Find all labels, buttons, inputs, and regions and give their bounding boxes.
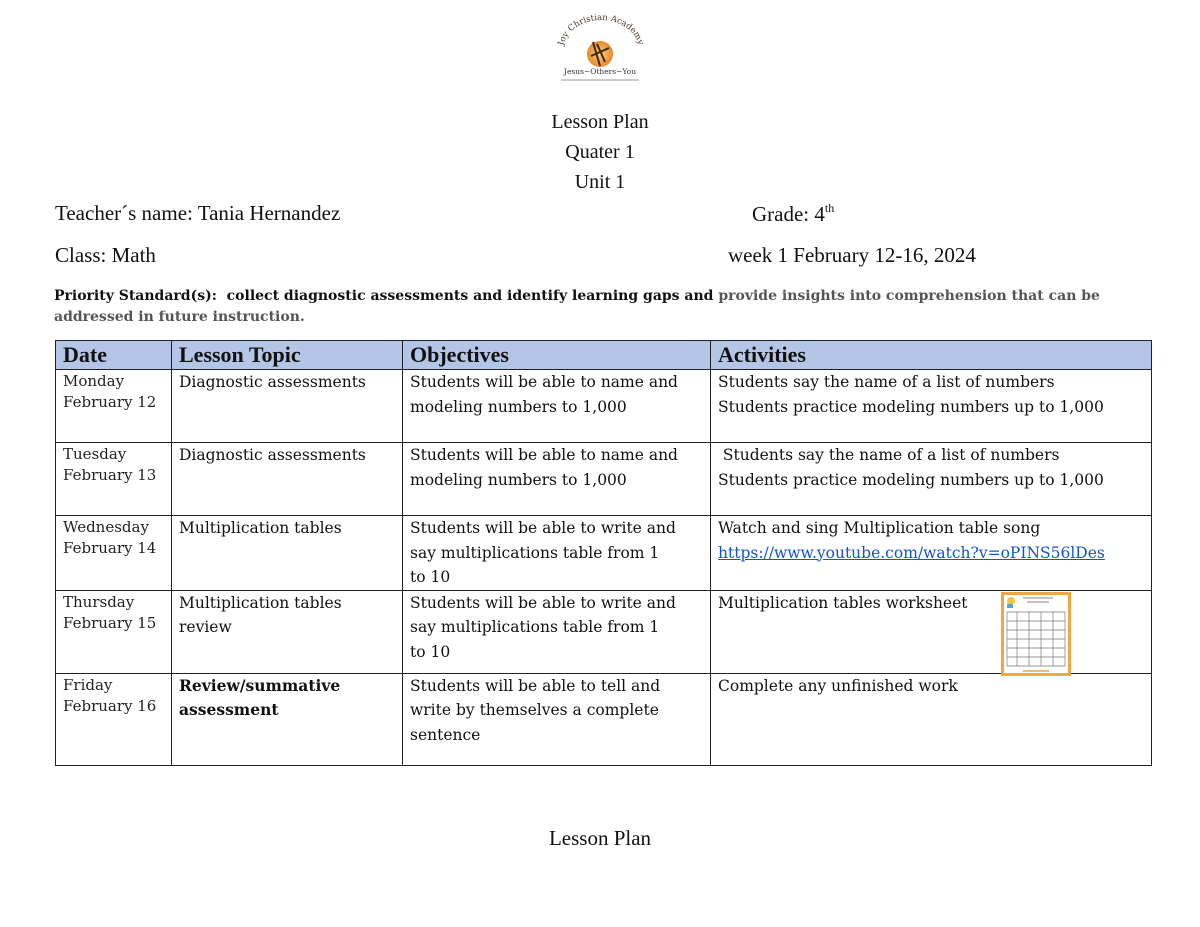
topic-text: Review/summative xyxy=(179,675,341,695)
logo-emblem-icon xyxy=(553,12,647,84)
objective-line: Students will be able to name and xyxy=(410,373,678,391)
header-date: Date xyxy=(56,341,172,370)
objective-cell xyxy=(403,443,711,516)
header-activities: Activities xyxy=(711,341,1152,370)
day-name: Monday xyxy=(63,372,125,390)
objective-line: say multiplications table from 1 xyxy=(410,618,660,636)
table-row xyxy=(56,370,1152,443)
date-cell xyxy=(56,370,172,443)
day-name: Thursday xyxy=(63,592,135,611)
next-page-title: Lesson Plan xyxy=(548,826,652,850)
academy-logo xyxy=(553,12,647,84)
priority-colon: : xyxy=(211,288,217,304)
header-objectives: Objectives xyxy=(403,341,711,370)
day-date: February 13 xyxy=(63,466,157,484)
day-name: Tuesday xyxy=(63,445,127,463)
objective-line: modeling numbers to 1,000 xyxy=(410,470,627,489)
activity-line: Complete any unfinished work xyxy=(718,676,958,695)
week-label: week 1 February 12-16, 2024 xyxy=(728,243,976,267)
priority-tail: provide insights into comprehension that can be addressed in future instruction. xyxy=(54,288,1100,325)
objective-line: sentence xyxy=(410,725,481,744)
logo-tagline: Jesus~Others~You xyxy=(563,67,637,76)
lesson-plan-table xyxy=(55,340,1152,766)
day-date: February 15 xyxy=(63,613,157,632)
topic-text: Multiplication tables xyxy=(179,519,342,537)
objective-line: modeling numbers to 1,000 xyxy=(410,397,627,416)
activities-cell xyxy=(711,516,1152,591)
activities-cell xyxy=(711,370,1152,443)
day-date: February 14 xyxy=(63,539,157,557)
objective-line: Students will be able to write and xyxy=(410,519,676,537)
topic-cell xyxy=(172,443,403,516)
topic-text: review xyxy=(179,618,232,636)
activity-line: Students practice modeling numbers up to 1,000 xyxy=(718,397,1104,416)
objective-line: Students will be able to tell and xyxy=(410,676,661,695)
date-cell xyxy=(56,673,172,765)
activity-line: Students practice modeling numbers up to 1,000 xyxy=(718,470,1104,489)
priority-label: Priority Standard(s) xyxy=(54,288,212,304)
class-label: Class: Math xyxy=(55,243,156,267)
logo-arc-text: Joy Christian Academy xyxy=(556,12,646,47)
activities-cell xyxy=(711,590,1152,673)
objective-line: Students will be able to name and xyxy=(410,446,678,464)
grade-value: Grade: 4 xyxy=(752,202,825,226)
table-row xyxy=(56,673,1152,765)
objective-line: to 10 xyxy=(410,642,451,661)
grade-label xyxy=(752,201,834,227)
youtube-link[interactable]: https://www.youtube.com/watch?v=oPINS56lDes xyxy=(718,543,1105,562)
date-cell xyxy=(56,516,172,591)
day-date: February 12 xyxy=(63,393,157,411)
objective-line: Students will be able to write and xyxy=(410,593,676,612)
topic-text: assessment xyxy=(179,700,279,719)
priority-text: collect diagnostic assessments and identify learning gaps and xyxy=(226,288,714,304)
day-name: Friday xyxy=(63,675,113,694)
table-row xyxy=(56,443,1152,516)
table-row xyxy=(56,516,1152,591)
activity-line: Students say the name of a list of numbers xyxy=(718,446,1060,464)
objective-line: say multiplications table from 1 xyxy=(410,543,660,562)
activities-cell xyxy=(711,443,1152,516)
teacher-name: Teacher´s name: Tania Hernandez xyxy=(55,201,341,225)
topic-text: Diagnostic assessments xyxy=(179,373,366,391)
day-name: Wednesday xyxy=(63,518,149,536)
header-lesson-topic: Lesson Topic xyxy=(172,341,403,370)
activity-line: Multiplication tables worksheet xyxy=(718,593,968,612)
objective-cell xyxy=(403,370,711,443)
objective-cell xyxy=(403,590,711,673)
objective-line: write by themselves a complete xyxy=(410,701,659,719)
activity-line: Watch and sing Multiplication table song xyxy=(718,519,1041,537)
topic-cell xyxy=(172,516,403,591)
unit-label: Unit 1 xyxy=(574,171,626,193)
quarter-label: Quater 1 xyxy=(565,141,635,163)
priority-standard xyxy=(54,286,1144,328)
page-title: Lesson Plan xyxy=(551,111,649,133)
activity-line: Students say the name of a list of numbers xyxy=(718,373,1055,391)
date-cell xyxy=(56,443,172,516)
worksheet-thumbnail-icon[interactable] xyxy=(1001,592,1071,676)
objective-cell xyxy=(403,673,711,765)
topic-cell xyxy=(172,590,403,673)
objective-cell xyxy=(403,516,711,591)
activities-cell xyxy=(711,673,1152,765)
date-cell xyxy=(56,590,172,673)
table-header-row xyxy=(56,341,1152,370)
grade-suffix: th xyxy=(824,201,835,215)
day-date: February 16 xyxy=(63,696,157,715)
topic-cell xyxy=(172,673,403,765)
topic-cell xyxy=(172,370,403,443)
topic-text: Multiplication tables xyxy=(179,593,342,612)
objective-line: to 10 xyxy=(410,568,451,586)
topic-text: Diagnostic assessments xyxy=(179,446,366,464)
table-row xyxy=(56,590,1152,673)
